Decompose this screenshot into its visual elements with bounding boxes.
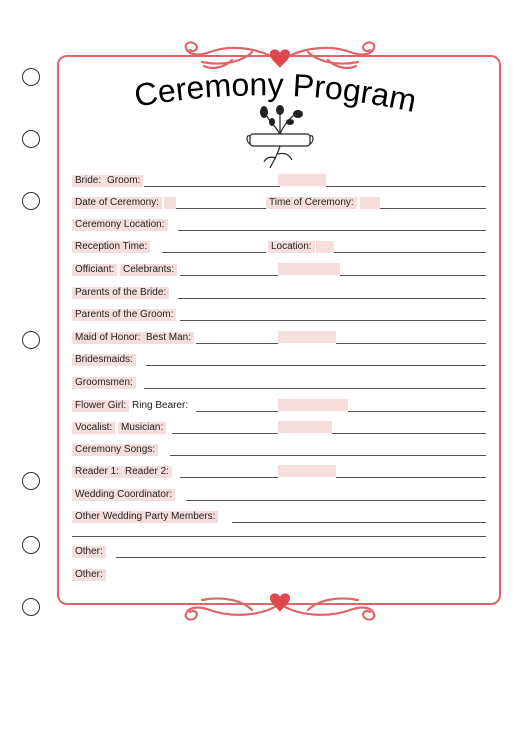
binder-hole — [22, 598, 40, 616]
groom-label: Groom: — [104, 175, 143, 187]
flower-girl-label: Flower Girl: — [72, 400, 129, 412]
other-label-2: Other: — [72, 569, 106, 581]
celebrants-label: Celebrants: — [120, 264, 177, 276]
best-man-input-box[interactable] — [278, 331, 336, 343]
maid-of-honor-label: Maid of Honor: — [72, 332, 144, 344]
parents-of-groom-line[interactable] — [180, 320, 486, 321]
best-man-label: Best Man: — [143, 332, 194, 344]
reception-time-label: Reception Time: — [72, 241, 150, 253]
reader-1-label: Reader 1: — [72, 466, 122, 478]
wedding-coordinator-label: Wedding Coordinator: — [72, 489, 175, 501]
date-of-ceremony-line[interactable] — [176, 208, 268, 209]
flower-ribbon-icon — [244, 104, 316, 172]
binder-hole — [22, 68, 40, 86]
reception-time-line[interactable] — [162, 252, 266, 253]
groomsmen-label: Groomsmen: — [72, 377, 136, 389]
location-input-box[interactable] — [316, 241, 334, 253]
ceremony-location-label: Ceremony Location: — [72, 219, 168, 231]
date-of-ceremony-label: Date of Ceremony: — [72, 197, 162, 209]
binder-hole — [22, 331, 40, 349]
time-of-ceremony-label: Time of Ceremony: — [266, 197, 357, 209]
parents-of-bride-label: Parents of the Bride: — [72, 287, 169, 299]
bride-groom-input-box[interactable] — [278, 174, 326, 186]
wedding-coordinator-line[interactable] — [186, 500, 486, 501]
other-wedding-party-members-line[interactable] — [232, 522, 486, 523]
other-label: Other: — [72, 546, 106, 558]
officiant-celebrants-line[interactable] — [180, 275, 278, 276]
flower-girl-ring-bearer-line-right[interactable] — [348, 411, 486, 412]
binder-hole — [22, 130, 40, 148]
musician-input-box[interactable] — [278, 421, 332, 433]
maid-best-man-line[interactable] — [196, 343, 278, 344]
binder-hole — [22, 192, 40, 210]
binder-hole — [22, 472, 40, 490]
vocalist-musician-line[interactable] — [172, 433, 278, 434]
bridesmaids-label: Bridesmaids: — [72, 354, 136, 366]
bride-groom-line[interactable] — [144, 186, 280, 187]
bride-groom-line-right[interactable] — [326, 186, 486, 187]
other-wedding-party-members-line-2[interactable] — [72, 536, 486, 537]
flower-girl-ring-bearer-line[interactable] — [196, 411, 278, 412]
reader-line-right[interactable] — [336, 477, 486, 478]
parents-of-groom-label: Parents of the Groom: — [72, 309, 176, 321]
reader-2-input-box[interactable] — [278, 465, 336, 477]
celebrants-input-box[interactable] — [278, 263, 340, 275]
maid-best-man-line-right[interactable] — [336, 343, 486, 344]
ring-bearer-label: Ring Bearer: — [132, 400, 189, 411]
bottom-heart-flourish-icon — [172, 588, 388, 622]
parents-of-bride-line[interactable] — [178, 298, 486, 299]
reader-line[interactable] — [180, 477, 278, 478]
other-line[interactable] — [116, 557, 486, 558]
groomsmen-line[interactable] — [144, 388, 486, 389]
other-line-2[interactable] — [72, 582, 486, 583]
location-label: Location: — [268, 241, 315, 253]
bridesmaids-line[interactable] — [146, 365, 486, 366]
location-line[interactable] — [334, 252, 486, 253]
musician-label: Musician: — [118, 422, 166, 434]
time-of-ceremony-line[interactable] — [380, 208, 486, 209]
other-wedding-party-members-label: Other Wedding Party Members: — [72, 511, 218, 523]
svg-text:Ceremony Program: Ceremony Program — [131, 66, 420, 119]
time-input-box[interactable] — [360, 197, 380, 209]
date-input-box[interactable] — [164, 197, 176, 209]
reader-2-label: Reader 2: — [122, 466, 172, 478]
vocalist-musician-line-right[interactable] — [332, 433, 486, 434]
ceremony-songs-label: Ceremony Songs: — [72, 444, 158, 456]
ring-bearer-input-box[interactable] — [278, 399, 348, 411]
officiant-label: Officiant: — [72, 264, 117, 276]
vocalist-label: Vocalist: — [72, 422, 115, 434]
binder-hole — [22, 536, 40, 554]
ceremony-songs-line[interactable] — [170, 455, 486, 456]
ceremony-location-line[interactable] — [178, 230, 486, 231]
bride-label: Bride: — [72, 175, 104, 187]
officiant-celebrants-line-right[interactable] — [340, 275, 486, 276]
